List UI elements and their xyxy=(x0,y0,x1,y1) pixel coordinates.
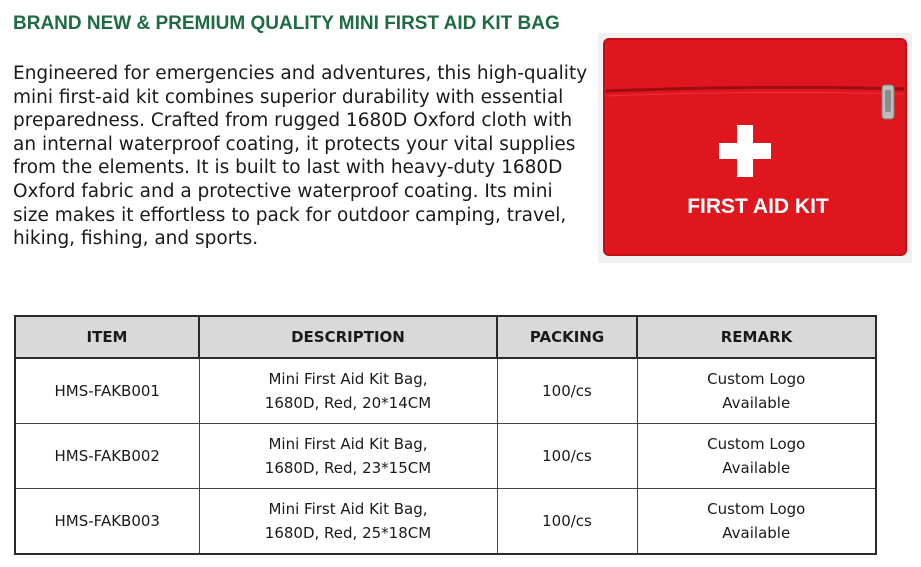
item-code: HMS-FAKB002 xyxy=(15,424,199,489)
item-description: Mini First Aid Kit Bag, 1680D, Red, 23*15CM xyxy=(199,424,497,489)
item-description: Mini First Aid Kit Bag, 1680D, Red, 20*14CM xyxy=(199,358,497,424)
item-code: HMS-FAKB003 xyxy=(15,489,199,555)
column-header-remark: REMARK xyxy=(637,316,876,358)
product-photo xyxy=(598,33,912,263)
item-packing: 100/cs xyxy=(497,424,637,489)
item-description: Mini First Aid Kit Bag, 1680D, Red, 25*18CM xyxy=(199,489,497,555)
zipper-pull-icon xyxy=(882,85,894,119)
item-packing: 100/cs xyxy=(497,489,637,555)
item-code: HMS-FAKB001 xyxy=(15,358,199,424)
item-packing: 100/cs xyxy=(497,358,637,424)
column-header-item: ITEM xyxy=(15,316,199,358)
table-row xyxy=(15,489,876,555)
product-title: BRAND NEW & PREMIUM QUALITY MINI FIRST AID KIT BAG xyxy=(13,13,560,34)
table-header-row xyxy=(15,316,876,358)
table-row xyxy=(15,358,876,424)
column-header-packing: PACKING xyxy=(497,316,637,358)
product-description: Engineered for emergencies and adventures, this high-quality mini first-aid kit combines superior durability with essential preparedness. Crafted from rugged 1680D Oxford cloth with an internal waterproof coating, it protects your vital supplies from the elements. It is built to last with heavy-duty 1680D Oxford fabric and a protective waterproof coating. Its mini size makes it effortless to pack for outdoor camping, travel, hiking, fishing, and sports. xyxy=(13,63,588,250)
item-remark: Custom Logo Available xyxy=(637,489,876,555)
first-aid-bag-illustration xyxy=(598,33,912,263)
product-spec-table xyxy=(14,315,877,555)
item-remark: Custom Logo Available xyxy=(637,358,876,424)
table-row xyxy=(15,424,876,489)
bag-label: FIRST AID KIT xyxy=(687,195,829,218)
item-remark: Custom Logo Available xyxy=(637,424,876,489)
column-header-description: DESCRIPTION xyxy=(199,316,497,358)
